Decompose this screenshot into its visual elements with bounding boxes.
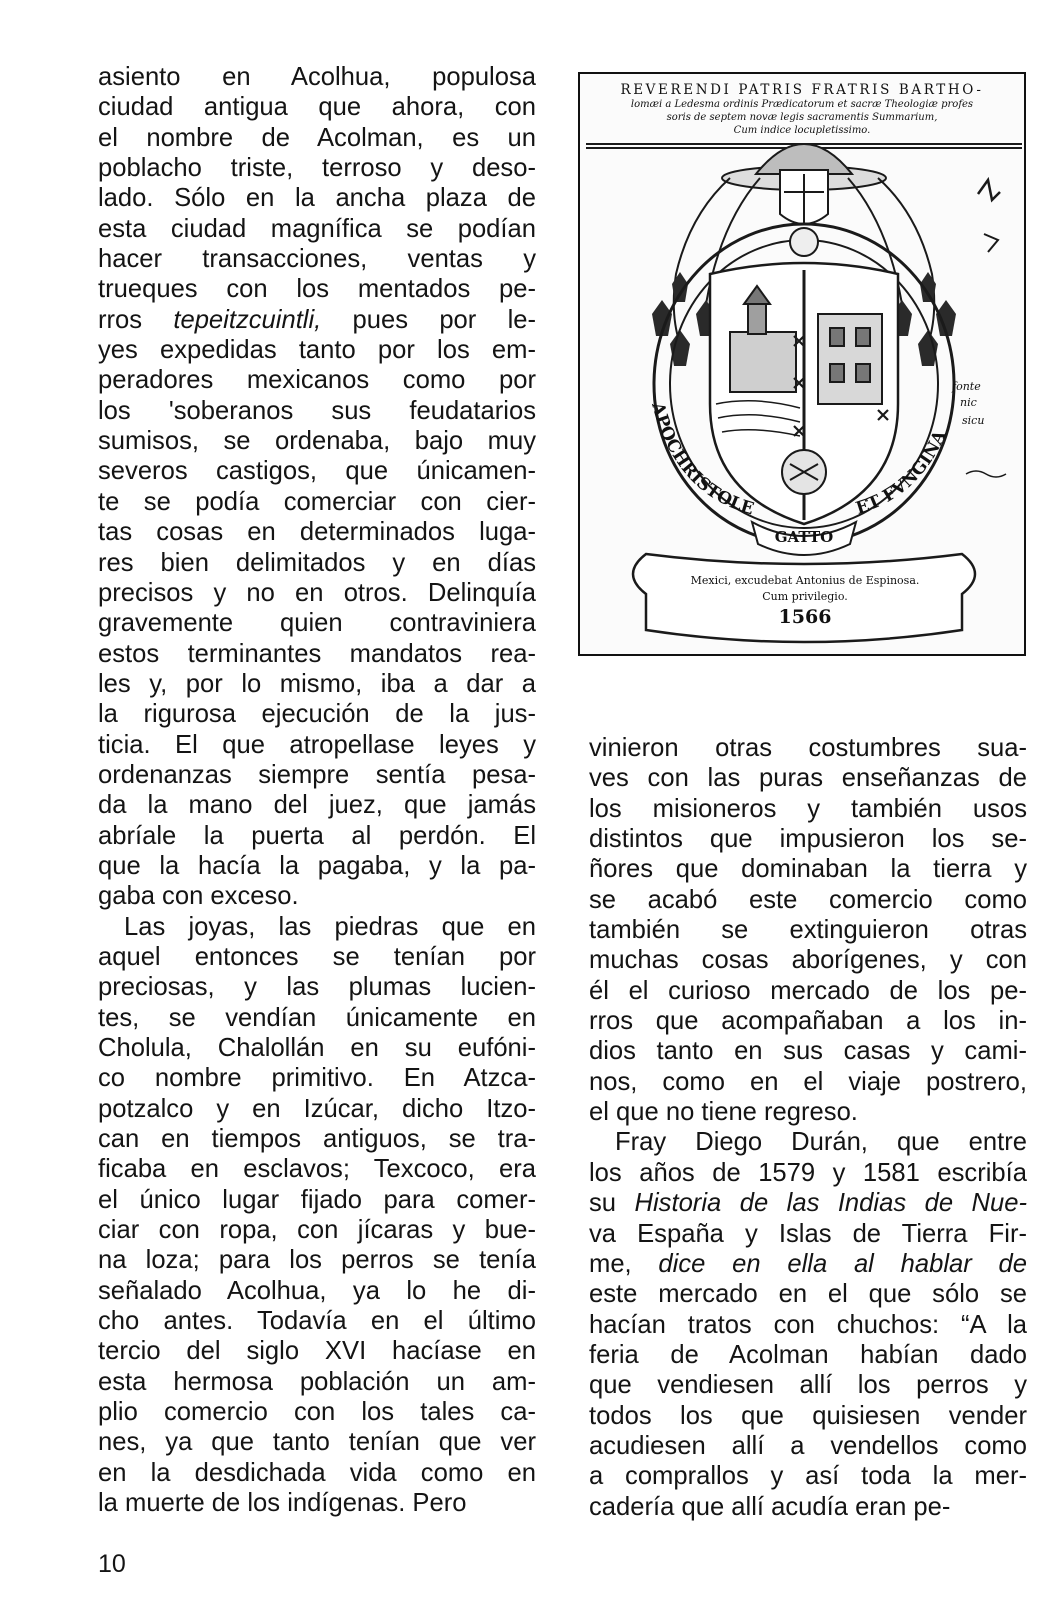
- text-line: gravemente quien contraviniera: [98, 609, 536, 638]
- text-line: asiento en Acolhua, populosa: [98, 63, 536, 91]
- text-line: ticia. El que atropellase leyes y: [98, 730, 536, 759]
- text-line: sumisos, se ordenaba, bajo muy: [98, 427, 536, 456]
- text-line: tas cosas en determinados luga-: [98, 518, 536, 547]
- text-line: su Historia de las Indias de Nue-: [589, 1189, 1027, 1218]
- ribbon-text: GATTO: [774, 528, 834, 546]
- text-line: plio comercio con los tales ca-: [98, 1398, 536, 1427]
- text-line: va España y Islas de Tierra Fir-: [589, 1219, 1027, 1248]
- figure-header-line: lomæi a Ledesma ordinis Prædicatorum et sacræ Theologiæ profes: [630, 99, 974, 110]
- text-line: co nombre primitivo. En Atzca-: [98, 1064, 536, 1093]
- margin-note: sicu: [962, 414, 985, 427]
- margin-note: fonte: [952, 380, 981, 393]
- text-line: a comprallos y así toda la mer-: [589, 1462, 1027, 1491]
- figure-header-line: REVERENDI PATRIS FRATRIS BARTHO-: [620, 82, 984, 98]
- figure-privilege: Cum privilegio.: [762, 590, 848, 603]
- text-line: Las joyas, las piedras que en: [124, 912, 536, 941]
- text-line: esta hermosa población un am-: [98, 1367, 536, 1396]
- text-line: tercio del siglo XVI hacíase en: [98, 1337, 536, 1366]
- text-line: acudiesen allí a vendellos como: [589, 1431, 1027, 1460]
- text-line: se acabó este comercio como: [589, 885, 1027, 914]
- text-line: potzalco y en Izúcar, dicho Itzo-: [98, 1094, 536, 1123]
- text-line: Fray Diego Durán, que entre: [615, 1128, 1027, 1157]
- text-line: te se podía comerciar con cier-: [98, 487, 536, 516]
- text-line: que vendiesen allí los perros y: [589, 1371, 1027, 1400]
- text-line: res bien delimitados y en días: [98, 548, 536, 577]
- text-line: cho antes. Todavía en el último: [98, 1307, 536, 1336]
- text-line: todos los que quisiesen vender: [589, 1401, 1027, 1430]
- woodcut-coat-of-arms-figure: [578, 72, 1026, 656]
- text-line: también se extinguieron otras: [589, 916, 1027, 945]
- text-line: que la hacía la pagaba, y la pa-: [98, 851, 536, 880]
- text-line: feria de Acolman habían dado: [589, 1340, 1027, 1369]
- figure-header-line: Cum indice locupletissimo.: [733, 125, 871, 136]
- text-column-left: [98, 62, 536, 1519]
- text-line: la muerte de los indígenas. Pero: [98, 1489, 467, 1518]
- banner-left-text: APOCHRISTOLE: [647, 400, 757, 520]
- text-line: precisos y no en otros. Delinquía: [98, 578, 536, 607]
- text-line: ordenanzas siempre sentía pesa-: [98, 760, 536, 789]
- text-line: estos terminantes mandatos rea-: [98, 639, 536, 668]
- text-line: ves con las puras enseñanzas de: [589, 764, 1027, 793]
- text-line: rros que acompañaban a los in-: [589, 1007, 1027, 1036]
- text-line: ficaba en esclavos; Texcoco, era: [98, 1155, 536, 1184]
- text-line: abríale la puerta al perdón. El: [98, 821, 536, 850]
- text-line: hacían tratos con chuchos: “A la: [589, 1310, 1027, 1339]
- text-line: muchas cosas aborígenes, y con: [589, 946, 1027, 975]
- text-line: esta ciudad magnífica se podían: [98, 214, 536, 243]
- banner-right-text: ET FVNGINA: [853, 427, 951, 519]
- text-line: la rigurosa ejecución de la jus-: [98, 700, 536, 729]
- text-line: can en tiempos antiguos, se tra-: [98, 1125, 536, 1154]
- text-line: el único lugar fijado para comer-: [98, 1185, 536, 1214]
- text-line: hacer transacciones, ventas y: [98, 245, 536, 274]
- text-line: vinieron otras costumbres sua-: [589, 734, 1027, 762]
- text-column-right: [589, 733, 1027, 1522]
- text-line: el nombre de Acolman, es un: [98, 123, 536, 152]
- text-line: este mercado en el que sólo se: [589, 1280, 1027, 1309]
- text-line: da la mano del juez, que jamás: [98, 791, 536, 820]
- text-line: nos, como en el viaje postrero,: [589, 1067, 1027, 1096]
- text-line: trueques con los mentados pe-: [98, 275, 536, 304]
- text-line: rros tepeitzcuintli, pues por le-: [98, 305, 537, 334]
- figure-header-line: soris de septem novæ legis sacramentis Summarium,: [666, 112, 938, 123]
- text-line: severos castigos, que únicamen-: [98, 457, 536, 486]
- text-line: peradores mexicanos como por: [98, 366, 536, 395]
- text-line: lado. Sólo en la ancha plaza de: [98, 184, 536, 213]
- text-line: cadería que allí acudía eran pe-: [589, 1492, 951, 1521]
- text-line: poblacho triste, terroso y deso-: [98, 154, 536, 183]
- text-line: preciosas, y las plumas lucien-: [98, 973, 536, 1002]
- text-line: Cholula, Chalollán en su eufóni-: [98, 1034, 536, 1062]
- text-line: señalado Acolhua, ya lo he di-: [98, 1276, 536, 1305]
- page-number: 10: [98, 1550, 126, 1578]
- text-line: en la desdichada vida como en: [98, 1458, 536, 1487]
- text-line: los años de 1579 y 1581 escribía: [589, 1158, 1027, 1187]
- text-line: me, dice en ella al hablar de: [589, 1249, 1027, 1278]
- figure-year: 1566: [778, 606, 832, 628]
- text-line: les y, por lo mismo, iba a dar a: [98, 669, 536, 698]
- text-line: tes, se vendían únicamente en: [98, 1003, 536, 1032]
- text-line: aquel entonces se tenían por: [98, 942, 536, 971]
- text-line: yes expedidas tanto por los em-: [98, 336, 536, 365]
- text-line: los misioneros y también usos: [589, 794, 1027, 823]
- text-line: gaba con exceso.: [98, 882, 299, 911]
- text-line: ciudad antigua que ahora, con: [98, 93, 536, 122]
- text-line: ñores que dominaban la tierra y: [589, 855, 1027, 884]
- figure-imprint: Mexici, excudebat Antonius de Espinosa.: [690, 574, 920, 587]
- text-line: nes, ya que tanto tenían que ver: [98, 1428, 536, 1457]
- text-line: distintos que impusieron los se-: [589, 825, 1027, 854]
- text-line: ciar con ropa, con jícaras y bue-: [98, 1216, 536, 1245]
- margin-note: nic: [960, 396, 977, 409]
- text-line: él el curioso mercado de los pe-: [589, 976, 1027, 1005]
- coat-of-arms-illustration: [580, 74, 1028, 658]
- text-line: el que no tiene regreso.: [589, 1098, 858, 1127]
- text-line: los 'soberanos sus feudatarios: [98, 396, 536, 425]
- text-line: na loza; para los perros se tenía: [98, 1246, 536, 1275]
- text-line: dios tanto en sus casas y cami-: [589, 1037, 1027, 1066]
